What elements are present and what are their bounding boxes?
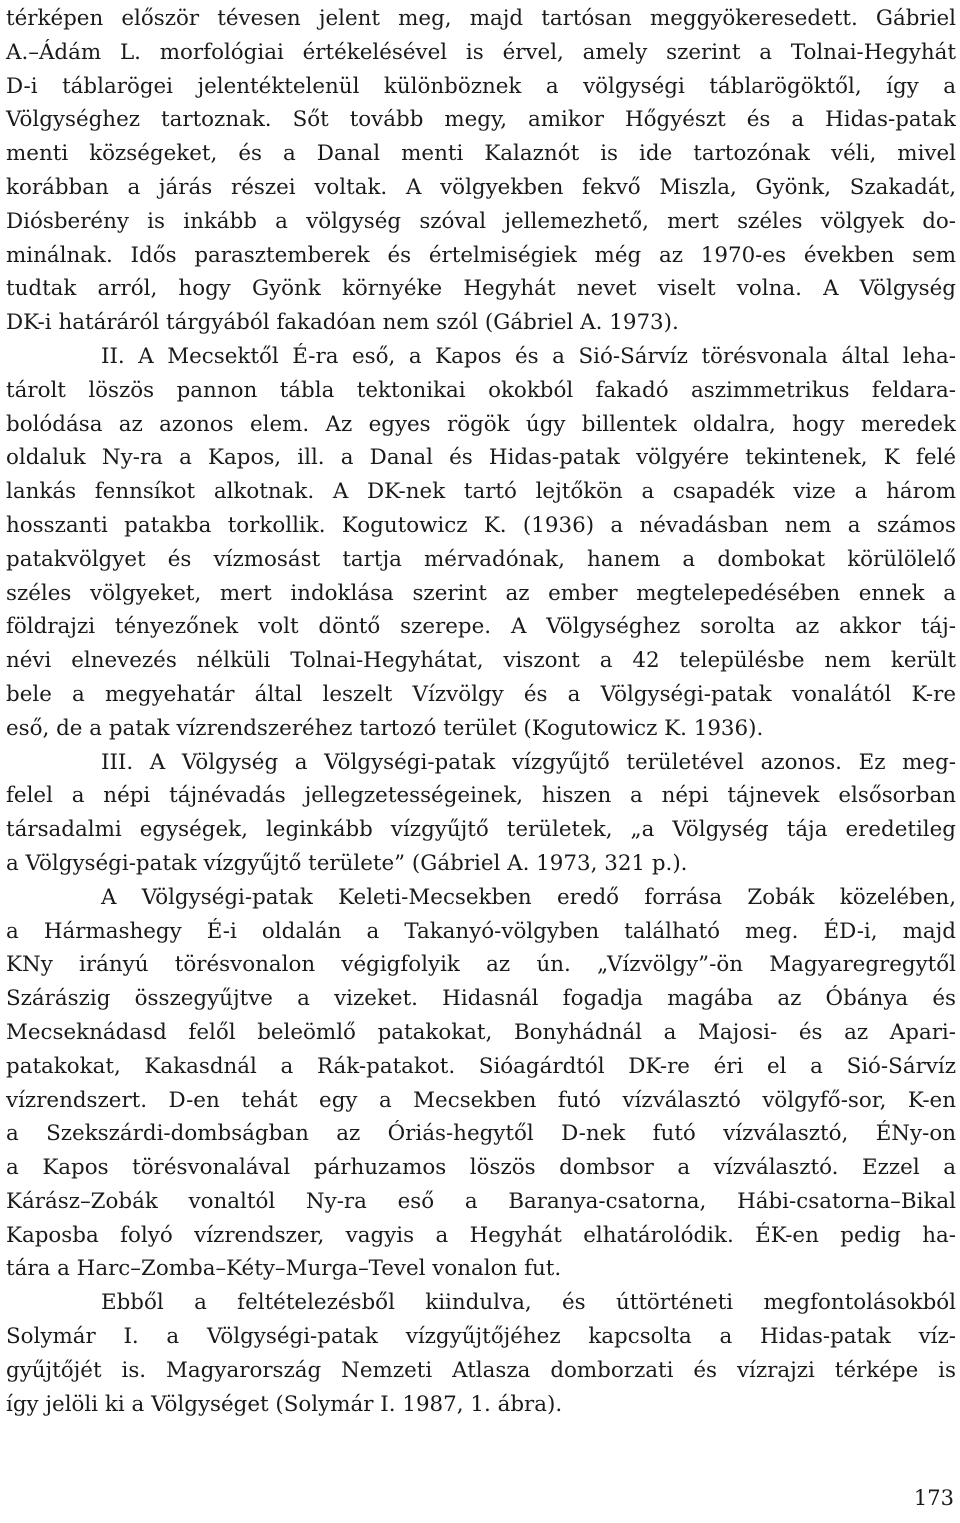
text-line: hosszanti patakba torkollik. Kogutowicz K. (1936) a névadásban nem a számos (6, 512, 956, 538)
text-line: oldaluk Ny-ra a Kapos, ill. a Danal és Hidas-patak völgyére tekintenek, K felé (6, 445, 956, 471)
text-line: így jelöli ki a Völgységet (Solymár I. 1987, 1. ábra). (6, 1391, 563, 1417)
text-line: menti községeket, és a Danal menti Kalaznót is ide tartozónak véli, mivel (6, 141, 956, 167)
text-line: eső, de a patak vízrendszeréhez tartozó terület (Kogutowicz K. 1936). (6, 715, 764, 741)
paragraph-1 (6, 2, 956, 340)
text-line: bele a megyehatár által leszelt Vízvölgy és a Völgységi-patak vonalától K-re (6, 681, 956, 707)
paragraph-3 (6, 746, 956, 881)
text-line: Völgységhez tartoznak. Sőt tovább megy, amikor Hőgyészt és a Hidas-patak (6, 107, 956, 133)
text-line: a Hármashegy É-i oldalán a Takanyó-völgyben található meg. ÉD-i, majd (6, 918, 956, 944)
text-line: a Völgységi-patak vízgyűjtő területe” (Gábriel A. 1973, 321 p.). (6, 850, 688, 876)
text-line: társadalmi egységek, leginkább vízgyűjtő területek, „a Völgység tája eredetileg (6, 817, 956, 843)
text-line: tárolt löszös pannon tábla tektonikai okokból fakadó aszimmetrikus feldara- (6, 377, 956, 403)
text-line: Kárász–Zobák vonaltól Ny-ra eső a Baranya-csatorna, Hábi-csatorna–Bikal (6, 1188, 956, 1214)
text-line: tára a Harc–Zomba–Kéty–Murga–Tevel vonalon fut. (6, 1256, 562, 1282)
text-line: KNy irányú törésvonalon végigfolyik az ún. „Vízvölgy”-ön Magyaregregytől (6, 952, 956, 978)
text-line: Szárászig összegyűjtve a vizeket. Hidasnál fogadja magába az Óbánya és (6, 986, 956, 1012)
text-line: Solymár I. a Völgységi-patak vízgyűjtőjéhez kapcsolta a Hidas-patak víz- (6, 1324, 956, 1350)
text-line: széles völgyeket, mert indoklása szerint az ember megtelepedésében ennek a (6, 580, 956, 606)
paragraph-2 (6, 340, 956, 746)
text-line: II. A Mecsektől É-ra eső, a Kapos és a Sió-Sárvíz törésvonala által leha- (101, 343, 956, 369)
text-line: névi elnevezés nélküli Tolnai-Hegyhátat, viszont a 42 településbe nem került (6, 648, 956, 674)
text-line: gyűjtőjét is. Magyarország Nemzeti Atlasza domborzati és vízrajzi térképe is (6, 1357, 956, 1383)
text-line: vízrendszert. D-en tehát egy a Mecsekben futó vízválasztó völgyfő-sor, K-en (6, 1087, 956, 1113)
text-line: minálnak. Idős parasztemberek és értelmiségiek még az 1970-es években sem (6, 242, 956, 268)
paragraph-4 (6, 881, 956, 1287)
text-line: Diósberény is inkább a völgység szóval jellemezhető, mert széles völgyek do- (6, 208, 956, 234)
text-line: földrajzi tényezőnek volt döntő szerepe. A Völgységhez sorolta az akkor táj- (6, 614, 956, 640)
text-line: lankás fennsíkot alkotnak. A DK-nek tartó lejtőkön a csapadék vize a három (6, 479, 956, 505)
text-line: A.–Ádám L. morfológiai értékelésével is érvel, amely szerint a Tolnai-Hegyhát (6, 39, 956, 65)
text-line: III. A Völgység a Völgységi-patak vízgyűjtő területével azonos. Ez meg- (101, 749, 956, 775)
text-line: tudtak arról, hogy Gyönk környéke Hegyhát nevet viselt volna. A Völgység (6, 276, 956, 302)
text-line: térképen először tévesen jelent meg, majd tartósan meggyökeresedett. Gábriel (6, 6, 956, 31)
text-line: D-i táblarögei jelentéktelenül különböznek a völgységi táblarögöktől, így a (6, 73, 956, 99)
text-line: DK-i határáról tárgyából fakadóan nem szól (Gábriel A. 1973). (6, 310, 679, 336)
text-line: a Kapos törésvonalával párhuzamos löszös dombsor a vízválasztó. Ezzel a (6, 1155, 956, 1181)
page-number: 173 (913, 1486, 954, 1510)
text-line: a Szekszárdi-dombságban az Óriás-hegytől D-nek futó vízválasztó, ÉNy-on (6, 1121, 956, 1147)
text-line: Ebből a feltételezésből kiindulva, és úttörténeti megfontolásokból (101, 1290, 956, 1316)
text-line: Kaposba folyó vízrendszer, vagyis a Hegyhát elhatárolódik. ÉK-en pedig ha- (6, 1222, 956, 1248)
text-line: korábban a járás részei voltak. A völgyekben fekvő Miszla, Gyönk, Szakadát, (6, 174, 956, 200)
text-line: patakvölgyet és vízmosást tartja mérvadónak, hanem a dombokat körülölelő (6, 546, 956, 572)
text-line: Mecseknádasd felől beleömlő patakokat, Bonyhádnál a Majosi- és az Apari- (6, 1019, 956, 1045)
text-line: patakokat, Kakasdnál a Rák-patakot. Sióagárdtól DK-re éri el a Sió-Sárvíz (6, 1053, 956, 1079)
paragraph-5 (6, 1286, 956, 1421)
text-line: A Völgységi-patak Keleti-Mecsekben eredő forrása Zobák közelében, (101, 884, 956, 910)
text-line: felel a népi tájnévadás jellegzetességeinek, hiszen a népi tájnevek elsősorban (6, 783, 956, 809)
document-page (6, 2, 956, 1421)
text-line: bolódása az azonos elem. Az egyes rögök úgy billentek oldalra, hogy meredek (6, 411, 956, 437)
